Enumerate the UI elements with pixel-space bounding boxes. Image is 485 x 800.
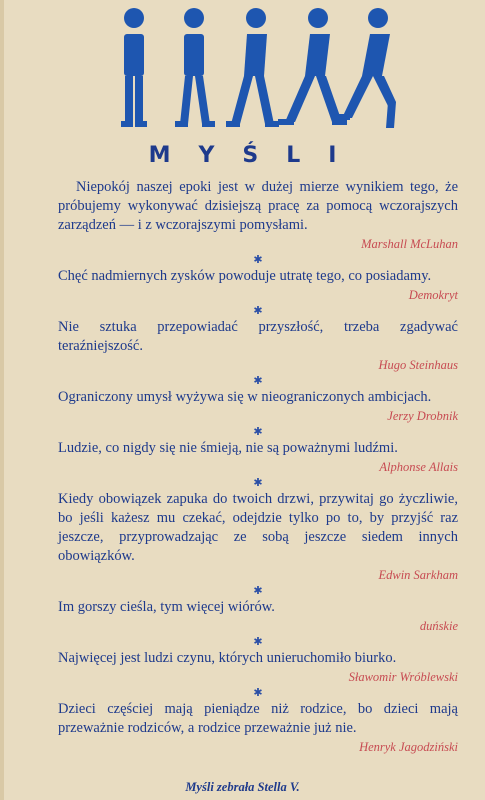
separator-icon: ✱ <box>253 477 263 489</box>
quote-text: Im gorszy cieśla, tym więcej wiórów. <box>58 599 275 615</box>
separator-icon: ✱ <box>253 426 263 438</box>
quote-item <box>58 490 458 583</box>
quote-item <box>58 439 458 475</box>
quote-text: Niepokój naszej epoki jest w dużej mierze wynikiem tego, że próbujemy wykonywać dzisiejszą pracę za pomocą wczorajszych zarządzeń — i z wczorajszymi pomysłami. <box>58 179 458 233</box>
quote-author: Demokryt <box>408 288 458 302</box>
quote-item <box>58 267 458 303</box>
quote-author: Marshall McLuhan <box>361 237 458 251</box>
quote-text: Dzieci częściej mają pieniądze niż rodzice, bo dzieci mają przeważnie rodziców, a rodzice przeważnie już nie. <box>58 701 458 736</box>
quote-author: Alphonse Allais <box>379 460 458 474</box>
header-illustration <box>0 0 485 175</box>
quote-author: Edwin Sarkham <box>378 568 458 582</box>
quote-text: Kiedy obowiązek zapuka do twoich drzwi, przywitaj go życzliwie, bo jeśli każesz mu czekać, odejdzie tylko po to, by przyjść raz jeszcze, przyprowadzając ze sobą jeszcze siedem innych obowiązków. <box>58 491 458 564</box>
quote-text: Najwięcej jest ludzi czynu, których unieruchomiło biurko. <box>58 650 397 666</box>
separator-icon: ✱ <box>253 687 263 699</box>
quote-text: Chęć nadmiernych zysków powoduje utratę tego, co posiadamy. <box>58 268 432 284</box>
separator-icon: ✱ <box>253 375 263 387</box>
quotes-list <box>58 178 458 755</box>
quote-author: duńskie <box>419 619 458 633</box>
separator-icon: ✱ <box>253 585 263 597</box>
quote-author: Sławomir Wróblewski <box>348 670 458 684</box>
quote-author: Henryk Jagodziński <box>359 740 458 754</box>
quote-item <box>58 649 458 685</box>
quote-item <box>58 700 458 755</box>
quote-item <box>58 318 458 373</box>
quote-item <box>58 178 458 252</box>
walking-figure-1-icon <box>121 8 147 127</box>
page-title: MYŚLI <box>148 143 365 168</box>
separator-icon: ✱ <box>253 636 263 648</box>
separator-icon: ✱ <box>253 305 263 317</box>
quote-text: Ludzie, co nigdy się nie śmieją, nie są poważnymi ludźmi. <box>58 440 398 456</box>
quote-author: Hugo Steinhaus <box>378 358 458 372</box>
quote-text: Ograniczony umysł wyżywa się w nieograniczonych ambicjach. <box>58 389 432 405</box>
separator-icon: ✱ <box>253 254 263 266</box>
walking-figure-3-icon <box>226 8 279 127</box>
quote-item <box>58 598 458 634</box>
quote-author: Jerzy Drobnik <box>387 409 458 423</box>
walking-figure-5-icon <box>334 8 396 128</box>
walking-figure-2-icon <box>175 8 215 127</box>
walking-figure-4-icon <box>278 8 347 125</box>
quote-item <box>58 388 458 424</box>
collector-signature: Myśli zebrała Stella V. <box>185 780 300 794</box>
walking-figures-graphic <box>120 6 400 141</box>
quote-text: Nie sztuka przepowiadać przyszłość, trzeba zgadywać teraźniejszość. <box>58 319 458 354</box>
